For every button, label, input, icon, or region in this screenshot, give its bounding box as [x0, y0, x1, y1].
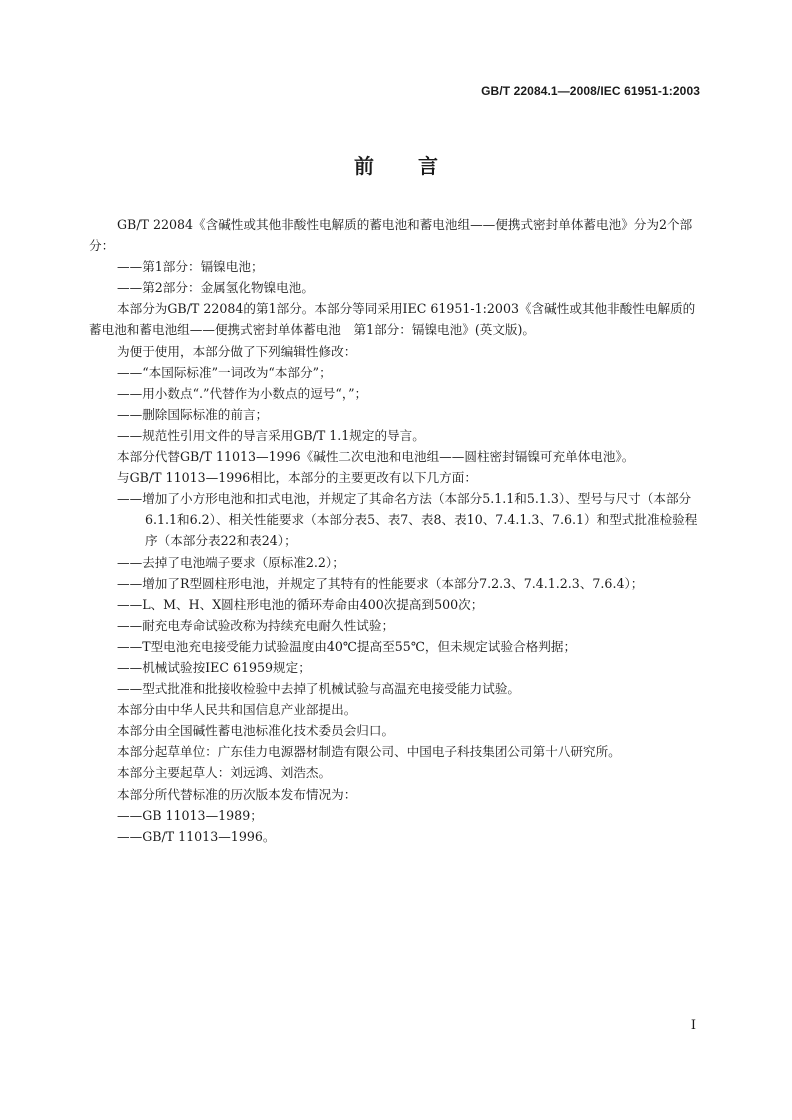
list-item: ——用小数点“.”代替作为小数点的逗号“，”；	[117, 385, 368, 401]
list-item: ——第2部分：金属氢化物镍电池。	[117, 280, 314, 296]
paragraph: GB/T 22084《含碱性或其他非酸性电解质的蓄电池和蓄电池组——便携式密封单体蓄电池》分为2个部分：	[89, 217, 693, 254]
paragraph: 本部分由全国碱性蓄电池标准化技术委员会归口。	[117, 723, 395, 739]
list-item: ——增加了R型圆柱形电池，并规定了其特有的性能要求（本部分7.2.3、7.4.1.2.3、7.6.4）；	[117, 575, 644, 591]
list-item: ——耐充电寿命试验改称为持续充电耐久性试验；	[117, 617, 395, 633]
paragraph: 为便于使用，本部分做了下列编辑性修改：	[117, 343, 357, 359]
list-item: ——规范性引用文件的导言采用GB/T 1.1规定的导言。	[117, 427, 425, 443]
standard-number: GB/T 22084.1—2008/IEC 61951-1:2003	[481, 84, 700, 98]
list-item: ——GB 11013—1989；	[117, 807, 263, 823]
paragraph: 本部分所代替标准的历次版本发布情况为：	[117, 786, 357, 802]
paragraph: 本部分由中华人民共和国信息产业部提出。	[117, 702, 357, 718]
paragraph: 本部分为GB/T 22084的第1部分。本部分等同采用IEC 61951-1:2003《含碱性或其他非酸性电解质的蓄电池和蓄电池组——便携式密封单体蓄电池 第1部分：镉镍电池》(英文版)。	[89, 301, 696, 338]
list-item: ——T型电池充电接受能力试验温度由40℃提高至55℃，但未规定试验合格判据；	[117, 638, 577, 654]
paragraph: 本部分代替GB/T 11013—1996《碱性二次电池和电池组——圆柱密封镉镍可充单体电池》。	[117, 449, 635, 465]
list-item: ——L、M、H、X圆柱形电池的循环寿命由400次提高到500次；	[117, 596, 484, 612]
page-title	[0, 150, 792, 179]
paragraph: 本部分起草单位：广东佳力电源器材制造有限公司、中国电子科技集团公司第十八研究所。	[117, 744, 621, 760]
paragraph: 本部分主要起草人：刘远鸿、刘浩杰。	[117, 765, 332, 781]
list-item: ——GB/T 11013—1996。	[117, 828, 276, 844]
list-item: ——机械试验按IEC 61959规定；	[117, 659, 311, 675]
list-item: ——删除国际标准的前言；	[117, 406, 269, 422]
list-item: ——去掉了电池端子要求（原标准2.2）；	[117, 554, 345, 570]
list-item: ——型式批准和批接收检验中去掉了机械试验与高温充电接受能力试验。	[117, 681, 520, 697]
list-item: ——第1部分：镉镍电池；	[117, 259, 264, 275]
paragraph: 与GB/T 11013—1996相比，本部分的主要更改有以下几方面：	[117, 470, 477, 486]
list-item: ——增加了小方形电池和扣式电池，并规定了其命名方法（本部分5.1.1和5.1.3）、型号与尺寸（本部分6.1.1和6.2）、相关性能要求（本部分表5、表7、表8、表10、7.4.1.3、7.6.1）和型式批准检验程序（本部分表22和表24）；	[117, 491, 698, 549]
list-item: ——“本国际标准”一词改为“本部分”；	[117, 364, 332, 380]
title-char-1: 前	[354, 154, 374, 178]
page-number: I	[690, 1018, 696, 1033]
foreword-body	[89, 214, 703, 847]
title-char-2: 言	[418, 154, 438, 178]
